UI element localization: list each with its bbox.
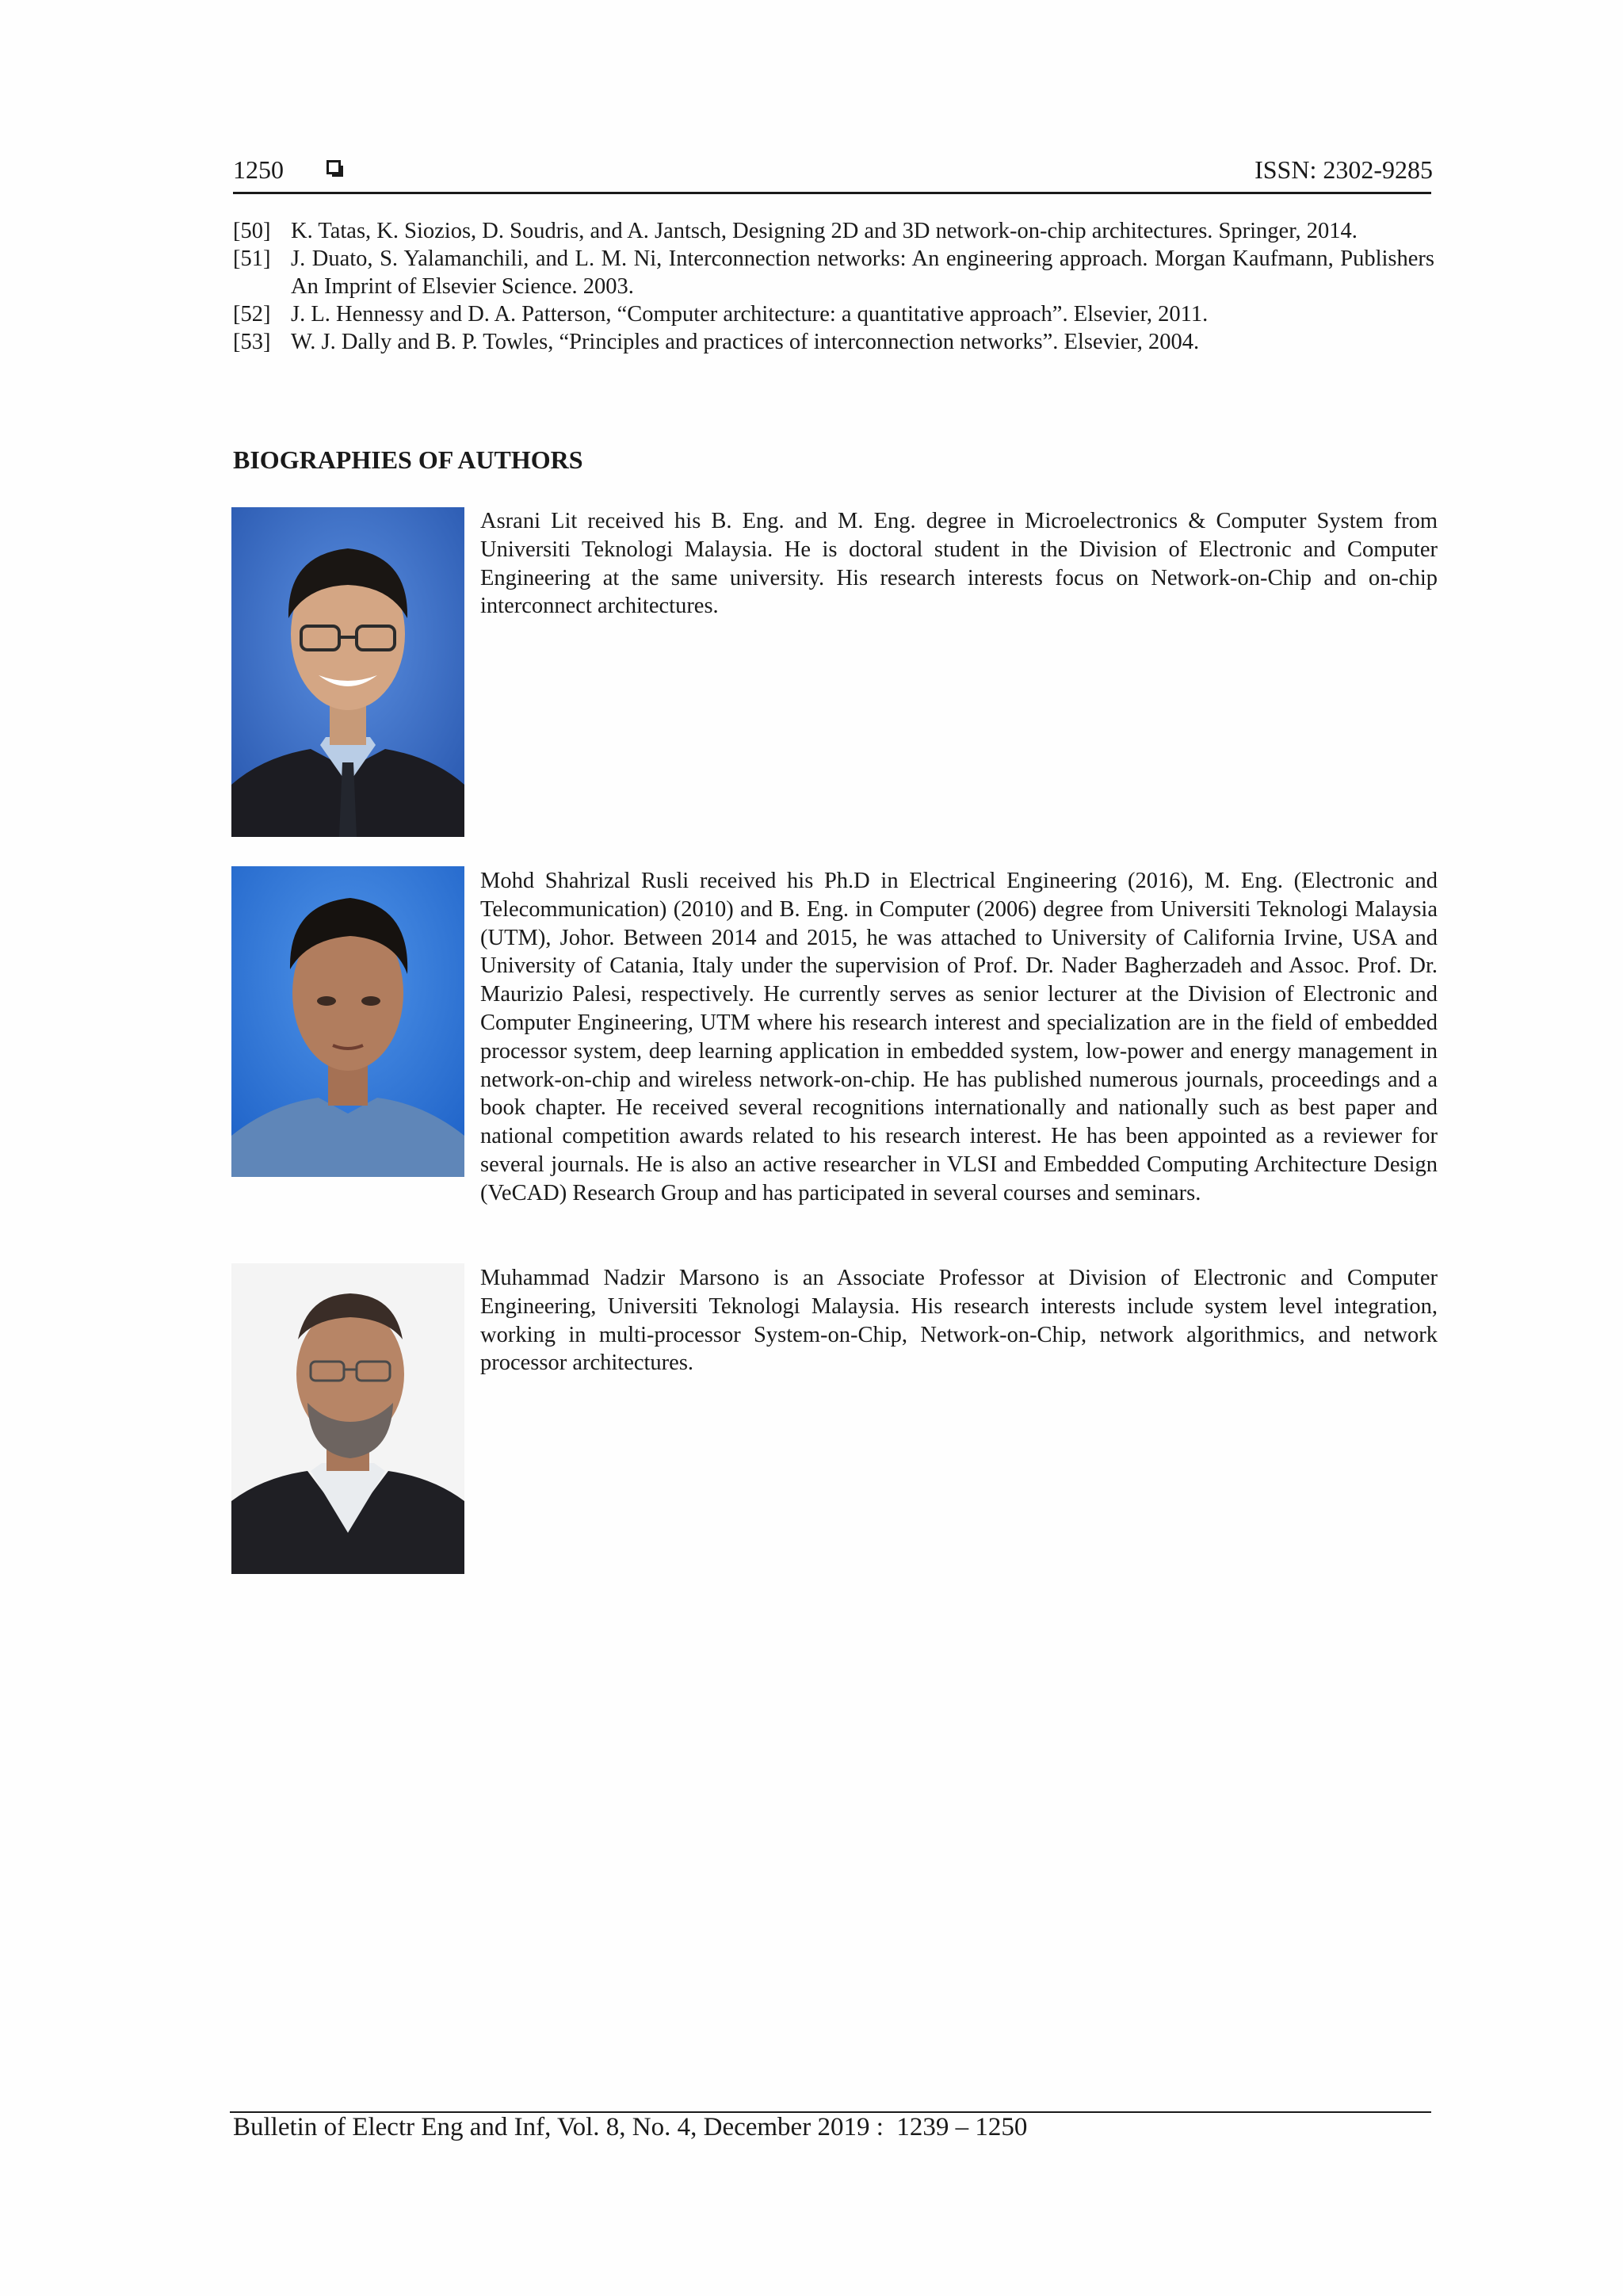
reference-text: K. Tatas, K. Siozios, D. Soudris, and A. Jantsch, Designing 2D and 3D network-on-chip architectures. Springer, 2014. [291,219,1358,243]
page-footer: Bulletin of Electr Eng and Inf, Vol. 8, No. 4, December 2019 : 1239 – 1250 [233,2113,1028,2141]
header-rule [233,192,1431,194]
author-photo-asrani-lit [231,507,464,837]
reference-text: J. Duato, S. Yalamanchili, and L. M. Ni, Interconnection networks: An engineering approach. Morgan Kaufmann, Publishers An Imprint of Elsevier Science. 2003. [291,246,1434,299]
author-bio-muhammad-nadzir-marsono: Muhammad Nadzir Marsono is an Associate Professor at Division of Electronic and Computer Engineering, Universiti Teknologi Malaysia. His research interests include system level integration, working in multi-processor System-on-Chip, Network-on-Chip, network algorithmics, and network processor architectures. [480,1266,1438,1376]
reference-item [233,217,1434,245]
author-photo-mohd-shahrizal-rusli [231,866,464,1177]
author-photo-muhammad-nadzir-marsono [231,1263,464,1574]
author-bio-asrani-lit: Asrani Lit received his B. Eng. and M. Eng. degree in Microelectronics & Computer System from Universiti Teknologi Malaysia. He is doctoral student in the Division of Electronic and Computer Engineering at the same university. His research interests focus on Network-on-Chip and on-chip interconnect architectures. [480,509,1438,619]
page-number: 1250 [233,155,284,184]
reference-item [233,245,1434,300]
biographies-heading: BIOGRAPHIES OF AUTHORS [233,445,583,474]
reference-list [233,217,1434,356]
reference-number: [51] [233,246,271,271]
reference-text: J. L. Hennessy and D. A. Patterson, “Computer architecture: a quantitative approach”. Elsevier, 2011. [291,302,1209,327]
issn: ISSN: 2302-9285 [1254,155,1433,184]
reference-number: [53] [233,330,271,354]
reference-item [233,300,1434,328]
square-bullet-icon [327,160,344,178]
page-header [233,155,1433,197]
reference-text: W. J. Dally and B. P. Towles, “Principles and practices of interconnection networks”. Elsevier, 2004. [291,330,1200,354]
reference-number: [50] [233,219,271,243]
reference-item [233,328,1434,356]
reference-number: [52] [233,302,271,327]
author-bio-mohd-shahrizal-rusli: Mohd Shahrizal Rusli received his Ph.D in Electrical Engineering (2016), M. Eng. (Electronic and Telecommunication) (2010) and B. Eng. in Computer (2006) degree from Universiti Teknologi Malaysia (UTM), Johor. Between 2014 and 2015, he was attached to University of California Irvine, USA and University of Catania, Italy under the supervision of Prof. Dr. Nader Bagherzadeh and Assoc. Prof. Dr. Maurizio Palesi, respectively. He currently serves as senior lecturer at the Division of Electronic and Computer Engineering, UTM where his research interest and specialization are in the field of embedded processor system, deep learning application in embedded system, low-power and energy management in network-on-chip and wireless network-on-chip. He has published numerous journals, proceedings and a book chapter. He received several recognitions internationally and nationally such as best paper and national competition awards related to his research interest. He has been appointed as a reviewer for several journals. He is also an active researcher in VLSI and Embedded Computing Architecture Design (VeCAD) Research Group and has participated in several courses and seminars. [480,869,1438,1205]
